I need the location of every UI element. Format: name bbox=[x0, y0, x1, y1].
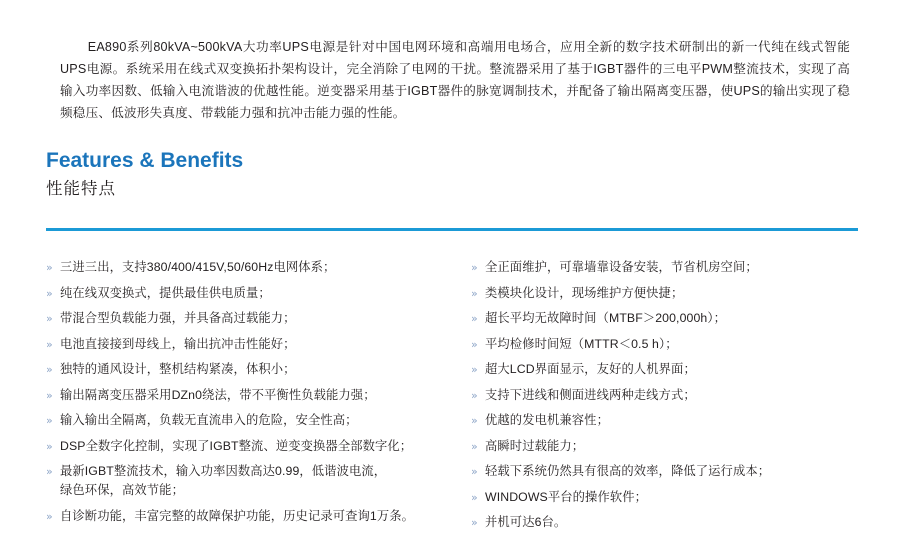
list-item bbox=[471, 386, 866, 405]
list-item-label bbox=[485, 462, 770, 481]
list-item-text: 超长平均无故障时间（MTBF＞200,000h）； bbox=[485, 311, 726, 325]
features-column-left bbox=[46, 258, 441, 539]
list-item-label bbox=[485, 309, 726, 328]
list-item bbox=[46, 335, 441, 354]
list-item-text: 独特的通风设计，整机结构紧凑，体积小； bbox=[60, 362, 296, 376]
list-item-text: 三进三出，支持380/400/415V,50/60Hz电网体系； bbox=[60, 260, 336, 274]
list-item-label bbox=[60, 462, 386, 500]
list-item bbox=[471, 360, 866, 379]
list-item-label bbox=[485, 335, 678, 354]
list-item bbox=[471, 513, 866, 532]
chevron-double-right-icon: » bbox=[471, 337, 478, 351]
list-item bbox=[471, 309, 866, 328]
chevron-double-right-icon: » bbox=[471, 363, 478, 376]
list-item-text: 并机可达6台。 bbox=[485, 515, 567, 529]
list-item-label bbox=[60, 284, 271, 303]
section-title-cn: 性能特点 bbox=[46, 180, 116, 198]
list-item-label bbox=[485, 258, 758, 277]
list-item bbox=[46, 258, 441, 277]
list-item-label bbox=[60, 360, 296, 379]
list-item-label bbox=[485, 360, 696, 379]
list-item bbox=[471, 462, 866, 481]
chevron-double-right-icon: » bbox=[471, 490, 478, 504]
list-item bbox=[471, 335, 866, 354]
list-item bbox=[471, 411, 866, 430]
list-item-label bbox=[60, 309, 296, 328]
list-item-label bbox=[485, 411, 609, 430]
intro-paragraph-block bbox=[60, 36, 850, 124]
chevron-double-right-icon: » bbox=[46, 414, 53, 427]
list-item-text: 优越的发电机兼容性； bbox=[485, 413, 609, 427]
list-item-label bbox=[60, 411, 358, 430]
list-item bbox=[471, 437, 866, 456]
list-item-text: 电池直接接到母线上，输出抗冲击性能好； bbox=[60, 336, 296, 351]
list-item-text: 超大LCD界面显示，友好的人机界面； bbox=[485, 362, 696, 376]
intro-paragraph: EA890系列80kVA~500kVA大功率UPS电源是针对中国电网环境和高端用电场合，应用全新的数字技术研制出的新一代纯在线式智能UPS电源。系统采用在线式双变换拓扑架构设计，完全消除了电网的干扰。整流器采用了基于IGBT器件的三电平PWM整流技术，实现了高输入功率因数、低输入电流谐波的优越性能。逆变器采用基于IGBT器件的脉宽调制技术，并配备了输出隔离变压器，使UPS的输出实现了稳频稳压、低波形失真度、带载能力强和抗冲击能力强的性能。 bbox=[60, 40, 850, 120]
list-item-label bbox=[485, 386, 696, 405]
section-divider bbox=[46, 228, 858, 231]
list-item bbox=[471, 258, 866, 277]
chevron-double-right-icon: » bbox=[471, 286, 478, 300]
list-item bbox=[46, 360, 441, 379]
list-item bbox=[46, 284, 441, 303]
chevron-double-right-icon: » bbox=[46, 465, 53, 478]
list-item-text: 全正面维护，可靠墙靠设备安装，节省机房空间； bbox=[485, 260, 758, 274]
chevron-double-right-icon: » bbox=[46, 337, 53, 351]
list-item bbox=[46, 462, 441, 500]
list-item-text: 自诊断功能，丰富完整的故障保护功能，历史记录可查询1万条。 bbox=[60, 508, 415, 523]
chevron-double-right-icon: » bbox=[471, 516, 478, 529]
chevron-double-right-icon: » bbox=[46, 312, 53, 325]
chevron-double-right-icon: » bbox=[471, 261, 478, 274]
features-column-right bbox=[471, 258, 866, 539]
chevron-double-right-icon: » bbox=[46, 439, 53, 453]
list-item-text: 输入输出全隔离，负载无直流串入的危险，安全性高； bbox=[60, 413, 358, 427]
list-item bbox=[46, 507, 441, 526]
list-item-label bbox=[60, 258, 335, 277]
section-header bbox=[46, 148, 646, 202]
chevron-double-right-icon: » bbox=[471, 414, 478, 427]
list-item-text: 纯在线双变换式，提供最佳供电质量； bbox=[60, 285, 271, 300]
list-item bbox=[46, 386, 441, 405]
chevron-double-right-icon: » bbox=[46, 286, 53, 300]
chevron-double-right-icon: » bbox=[471, 388, 478, 402]
list-item-text: 支持下进线和侧面进线两种走线方式； bbox=[485, 387, 696, 402]
list-item-text-continued: 绿色环保，高效节能； bbox=[60, 483, 184, 497]
features-columns bbox=[46, 258, 866, 539]
chevron-double-right-icon: » bbox=[471, 312, 478, 325]
list-item-label bbox=[60, 507, 414, 526]
list-item-text: 类模块化设计，现场维护方便快捷； bbox=[485, 285, 684, 300]
chevron-double-right-icon: » bbox=[46, 363, 53, 376]
list-item bbox=[46, 309, 441, 328]
list-item-label bbox=[485, 437, 584, 456]
section-title-en: Features & Benefits bbox=[46, 149, 244, 172]
list-item-text: WINDOWS平台的操作软件； bbox=[485, 489, 648, 504]
list-item-label bbox=[60, 386, 376, 405]
list-item-text: 带混合型负载能力强，并具备高过载能力； bbox=[60, 311, 296, 325]
chevron-double-right-icon: » bbox=[471, 439, 478, 453]
list-item bbox=[471, 488, 866, 507]
list-item-label bbox=[485, 513, 566, 532]
list-item-text: DSP全数字化控制，实现了IGBT整流、逆变变换器全部数字化； bbox=[60, 438, 413, 453]
list-item-text: 高瞬时过载能力； bbox=[485, 438, 585, 453]
list-item-label bbox=[485, 488, 647, 507]
list-item bbox=[471, 284, 866, 303]
list-item-label bbox=[485, 284, 683, 303]
list-item-label bbox=[60, 335, 296, 354]
chevron-double-right-icon: » bbox=[46, 261, 53, 274]
list-item-text: 最新IGBT整流技术，输入功率因数高达0.99，低谐波电流， bbox=[60, 464, 387, 478]
chevron-double-right-icon: » bbox=[46, 509, 53, 523]
list-item-text: 轻载下系统仍然具有很高的效率，降低了运行成本； bbox=[485, 464, 771, 478]
list-item bbox=[46, 437, 441, 456]
chevron-double-right-icon: » bbox=[46, 388, 53, 402]
list-item bbox=[46, 411, 441, 430]
list-item-text: 输出隔离变压器采用DZn0绕法，带不平衡性负载能力强； bbox=[60, 387, 376, 402]
list-item-label bbox=[60, 437, 412, 456]
chevron-double-right-icon: » bbox=[471, 465, 478, 478]
list-item-text: 平均检修时间短（MTTR＜0.5 h）； bbox=[485, 336, 678, 351]
